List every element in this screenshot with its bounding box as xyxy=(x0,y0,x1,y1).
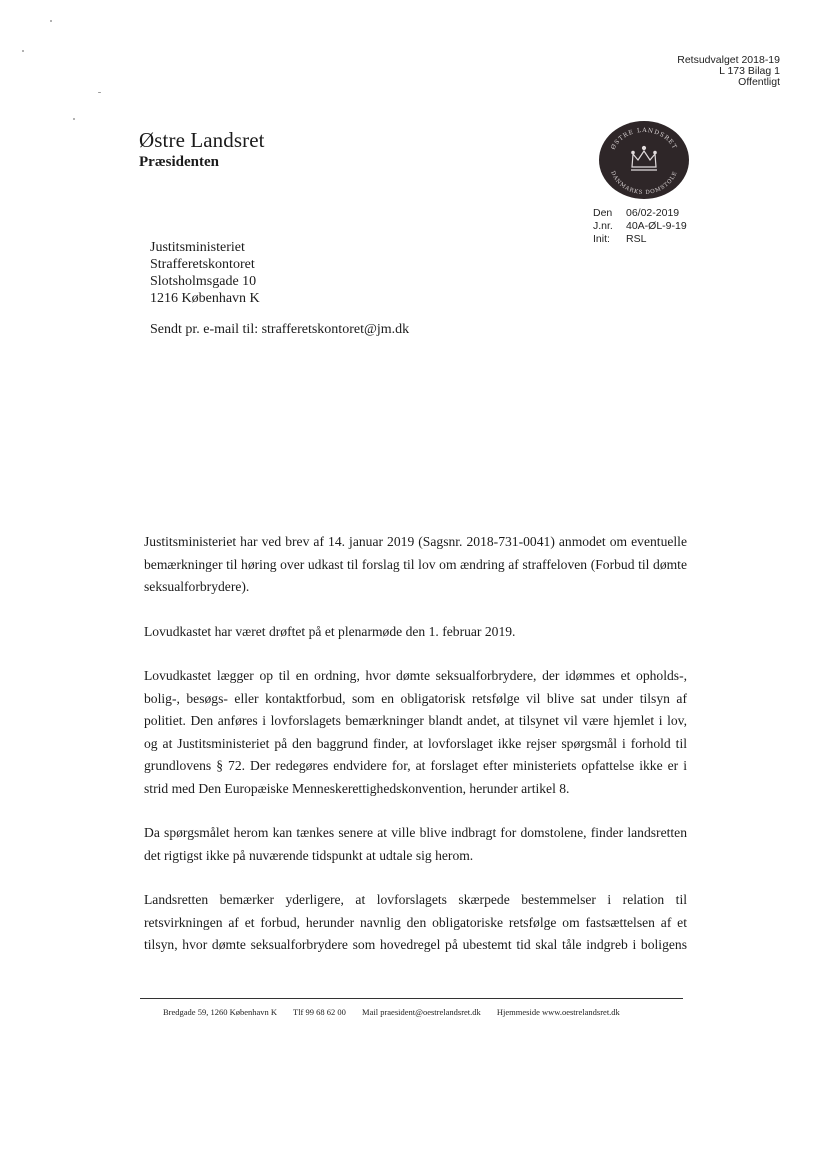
address-line: Slotsholmsgade 10 xyxy=(150,274,257,289)
reference-label: J.nr. xyxy=(593,220,613,232)
body-paragraph: Da spørgsmålet herom kan tænkes senere at ville blive indbragt for domstolene, finder landsretten det rigtigst ikke på nuværende tidspunkt at udtale sig herom. xyxy=(144,825,687,863)
footer-address: Bredgade 59, 1260 København K xyxy=(163,1007,278,1017)
reference-value: 06/02-2019 xyxy=(626,207,680,219)
body-paragraph: Lovudkastet har været drøftet på et plenarmøde den 1. februar 2019. xyxy=(144,623,516,639)
reference-value: 40A-ØL-9-19 xyxy=(626,220,687,232)
body-paragraph: Landsretten bemærker yderligere, at lovforslagets skærpede bestemmelser i relation til retsvirkningen af et forbud, herunder navnlig den obligatoriske retsfølge om fastsættelsen af et tilsyn, hvor dømte seksualforbrydere som hovedregel på ubestemt tid skal tåle indgreb i boligens xyxy=(144,892,687,952)
reference-label: Init: xyxy=(593,233,610,245)
reference-value: RSL xyxy=(626,233,647,245)
footer-website: Hjemmeside www.oestrelandsret.dk xyxy=(496,1007,620,1017)
reference-init-row xyxy=(593,233,687,246)
recipient-address xyxy=(150,239,260,307)
court-name: Østre Landsret xyxy=(139,128,265,152)
footer-divider xyxy=(140,998,683,999)
scan-speck xyxy=(73,118,75,120)
scan-speck xyxy=(98,92,101,93)
footer-email: Mail praesident@oestrelandsret.dk xyxy=(362,1007,481,1017)
department-name: Præsidenten xyxy=(139,154,219,170)
sent-by-email-line: Sendt pr. e-mail til: strafferetskontoret@jm.dk xyxy=(150,322,410,337)
footer-phone: Tlf 99 68 62 00 xyxy=(293,1007,346,1017)
scan-speck xyxy=(50,20,52,22)
metadata-line: Offentligt xyxy=(738,76,780,88)
svg-text:DANMARKS DOMSTOLE: DANMARKS DOMSTOLE xyxy=(609,170,679,197)
court-seal-logo xyxy=(598,120,690,200)
reference-block xyxy=(593,207,687,246)
address-line: Justitsministeriet xyxy=(150,240,245,255)
svg-text:ØSTRE LANDSRET: ØSTRE LANDSRET xyxy=(609,126,679,151)
body-paragraph: Justitsministeriet har ved brev af 14. januar 2019 (Sagsnr. 2018-731-0041) anmodet om eventuelle bemærkninger til høring over udkast til forslag til lov om ændring af straffeloven (Forbud til dømte seksualforbrydere). xyxy=(144,534,687,594)
reference-label: Den xyxy=(593,207,613,219)
metadata-line: L 173 Bilag 1 xyxy=(719,65,780,77)
address-line: 1216 København K xyxy=(150,291,260,306)
scan-speck xyxy=(22,50,24,52)
letter-footer xyxy=(163,1007,634,1017)
body-paragraph: Lovudkastet lægger op til en ordning, hvor dømte seksualforbrydere, der idømmes et opholds-, bolig-, besøgs- eller kontaktforbud, som en obligatorisk retsfølge vil blive sat under tilsyn af politiet. Den anføres i lovforslagets bemærkninger blandt andet, at tilsynet vil være hjemlet i lov, og at Justitsministeriet på den baggrund finder, at lovforslaget ikke rejser spørgsmål i forhold til grundlovens § 72. Der redegøres endvidere for, at forslaget efter ministeriets opfattelse ikke er i strid med Den Europæiske Menneskerettighedskonvention, herunder artikel 8. xyxy=(144,668,687,796)
document-metadata xyxy=(677,55,780,88)
reference-case-row xyxy=(593,220,687,233)
address-line: Strafferetskontoret xyxy=(150,257,255,272)
metadata-line: Retsudvalget 2018-19 xyxy=(677,54,780,66)
letter-body xyxy=(144,531,687,979)
reference-date-row xyxy=(593,207,687,220)
